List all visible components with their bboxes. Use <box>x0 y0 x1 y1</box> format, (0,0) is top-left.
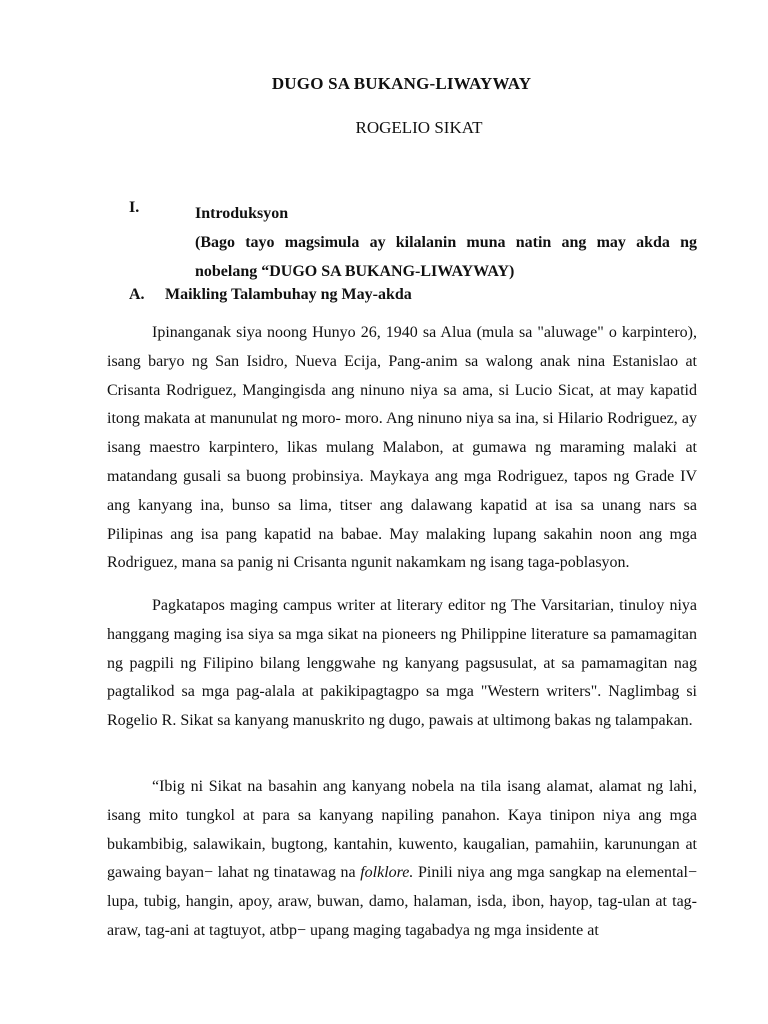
paragraph-novel <box>107 773 697 946</box>
subsection-heading-line <box>129 286 412 304</box>
section-note: (Bago tayo magsimula ay kilalanin muna natin ang may akda ng nobelang “DUGO SA BUKANG-LIWAYWAY) <box>195 234 697 280</box>
subsection-letter: A. <box>129 286 145 303</box>
paragraph-biography: Ipinanganak siya noong Hunyo 26, 1940 sa Alua (mula sa "aluwage" o karpintero), isang baryo ng San Isidro, Nueva Ecija, Pang-anim sa walong anak nina Estanislao at Crisanta Rodriguez, Mangingisda ang ninuno niya sa ama, si Lucio Sicat, at may kapatid itong makata at manunulat ng moro- moro. Ang ninuno niya sa ina, si Hilario Rodriguez, ay isang maestro karpintero, likas mulang Malabon, at gumawa ng maraming malaki at matandang gusali sa buong probinsiya. Maykaya ang mga Rodriguez, tapos ng Grade IV ang kanyang ina, bunso sa lima, titser ang dalawang kapatid at isa sa unang nars sa Pilipinas ang isa pang kapatid na babae. May malaking lupang sakahin noon ang mga Rodriguez, mana sa panig ni Crisanta ngunit nakamkam ng isang taga-poblasyon. <box>107 324 697 572</box>
subsection-heading: Maikling Talambuhay ng May-akda <box>165 286 412 303</box>
paragraph-career: Pagkatapos maging campus writer at literary editor ng The Varsitarian, tinuloy niya hanggang maging isa siya sa mga sikat na pioneers ng Philippine literature sa pamamagitan ng pagpili ng Filipino bilang lenggwahe ng kanyang pagsusulat, at sa pamamagitan nag pagtalikod sa mga pag-alala at pakikipagtagpo sa mga "Western writers". Naglimbag si Rogelio R. Sikat sa kanyang manuskrito ng dugo, pawais at ultimong bakas ng talampakan. <box>107 597 697 730</box>
document-title: DUGO SA BUKANG-LIWAYWAY <box>271 74 532 93</box>
section-heading: Introduksyon <box>195 205 289 222</box>
folklore-italic: folklore. <box>360 864 414 882</box>
paragraph-novel-text-start: “Ibig ni Sikat na basahin ang kanyang nobela na tila isang alamat, alamat ng lahi, isang mito tungkol at para sa kanyang napiling panahon. Kaya tinipon niya ang mga bukambibig, salawikain, bugtong, kantahin, kuwento, kaugalian, pamahiin, karunungan at gawaing bayan− lahat ng tinatawag na <box>107 778 697 882</box>
section-intro <box>195 199 697 286</box>
paragraph-novel-text-end: Pinili niya ang mga sangkap na elemental− lupa, tubig, hangin, apoy, araw, buwan, damo, halaman, isda, ibon, hayop, tag-ulan at tag-araw, tag-ani at tagtuyot, atbp− upang maging tagabadya ng mga insidente at <box>107 864 697 939</box>
section-number: I. <box>129 199 140 216</box>
document-author: ROGELIO SIKAT <box>355 118 483 137</box>
